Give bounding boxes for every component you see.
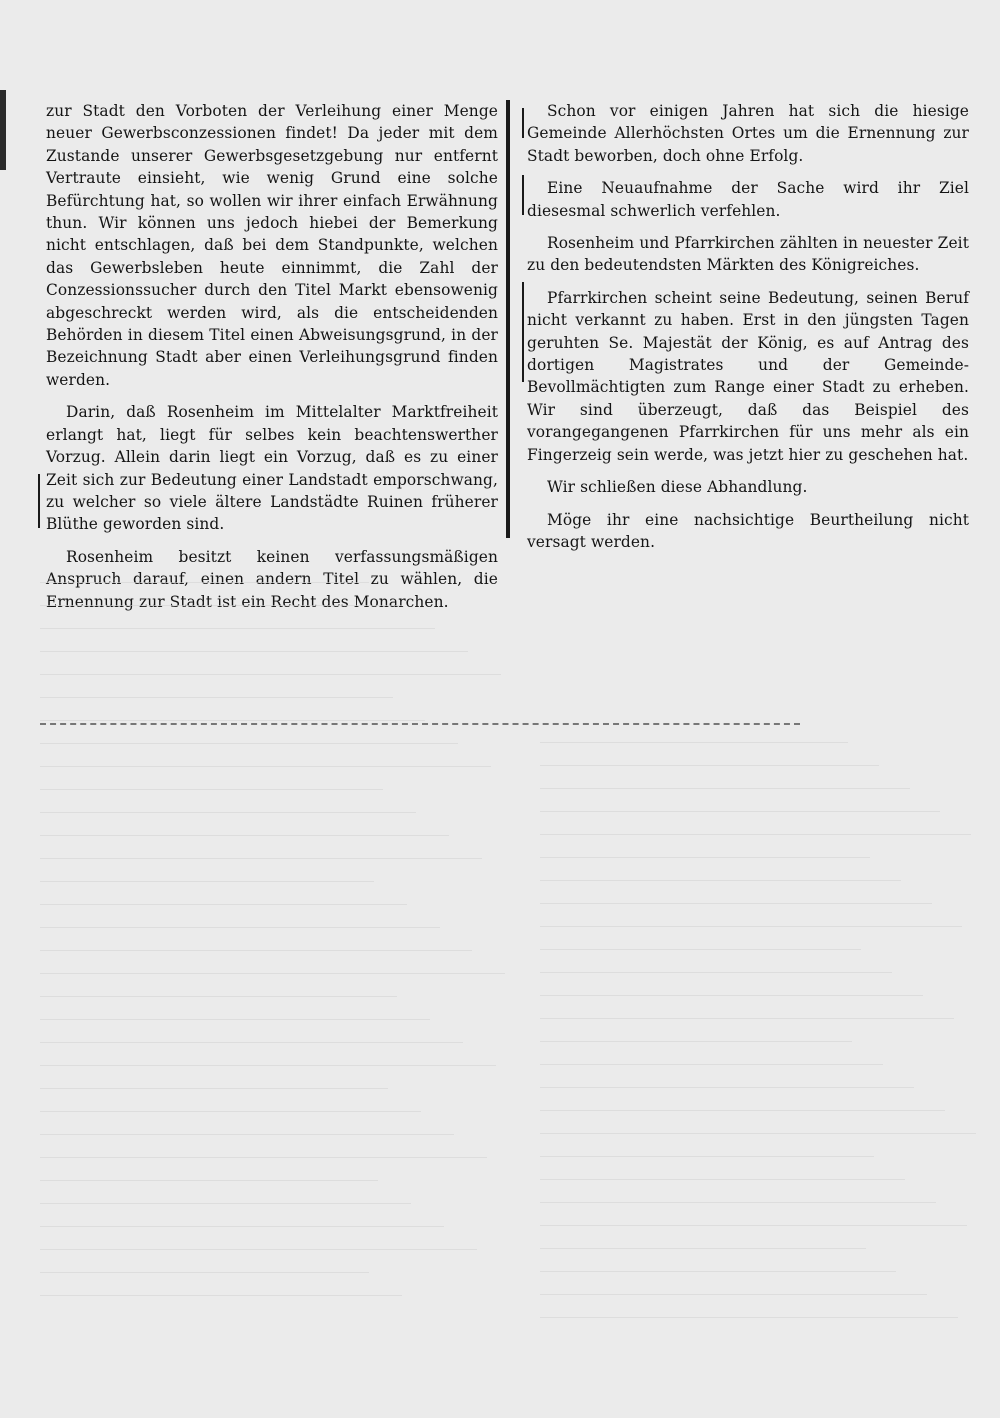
bleed-through-line (40, 1250, 369, 1273)
bleed-through-line (40, 859, 374, 882)
bleed-through-line (540, 881, 932, 904)
bleed-through-line (40, 1043, 496, 1066)
bleed-through-line (540, 973, 923, 996)
bleed-through-line (40, 905, 440, 928)
bleed-through-line (40, 813, 449, 836)
bleed-through-line (40, 928, 472, 951)
bleed-through-line (40, 583, 402, 606)
bleed-through-line (40, 560, 369, 583)
bleed-through-line (540, 1180, 936, 1203)
bleed-through-line (540, 743, 879, 766)
bleed-through-line (540, 1157, 905, 1180)
paragraph: Wir schließen diese Abhandlung. (547, 478, 808, 497)
bleed-through-line (40, 1158, 378, 1181)
bleed-through-line (40, 790, 416, 813)
bleed-through-line (540, 950, 892, 973)
bleed-through-line (40, 1273, 402, 1296)
bleed-through-line (40, 606, 435, 629)
margin-mark (522, 282, 524, 382)
bleed-through-line (540, 927, 861, 950)
paragraph: Pfarrkirchen scheint seine Bedeutung, seinen Beruf nicht verkannt zu haben. Erst in den jüngsten Tagen geruhten Se. Majestät der König, es auf Antrag des dortigen Magistrates und der Gemeinde-Bevollmächtigten zum Range einer Stadt zu erheben. Wir sind überzeugt, daß das Beispiel des vorangegangenen Pfarrkirchen für uns mehr als ein Fingerzeig sein werde, was jetzt hier zu geschehen hat. (527, 288, 969, 464)
margin-mark (522, 108, 524, 138)
bleed-through-line (540, 1065, 914, 1088)
paragraph: Möge ihr eine nachsichtige Beurtheilung nicht versagt werden. (527, 510, 969, 551)
bleed-through-line (40, 836, 482, 859)
scan-edge-mark (0, 90, 6, 170)
bleed-through-line (40, 698, 425, 721)
bleed-through-text-area (540, 720, 980, 1320)
bleed-through-line (40, 882, 407, 905)
bleed-through-line (40, 721, 458, 744)
bleed-through-line (540, 835, 870, 858)
paragraph: Rosenheim und Pfarrkirchen zählten in neuester Zeit zu den bedeutendsten Märkten des Königreiches. (527, 234, 969, 275)
paragraph: Darin, daß Rosenheim im Mittelalter Marktfreiheit erlangt hat, liegt für selbes kein beachtenswerther Vorzug. Allein darin liegt ein Vorzug, daß es zu einer Zeit sich zur Bedeutung einer Landstadt emporschwang, zu welcher so viele ältere Landstädte Ruinen früherer Blüthe geworden sind. (46, 403, 498, 534)
bleed-through-line (540, 996, 954, 1019)
paragraph: Schon vor einigen Jahren hat sich die hiesige Gemeinde Allerhöchsten Ortes um die Ernennung zur Stadt beworben, doch ohne Erfolg. (527, 102, 969, 165)
column-divider-rule (506, 100, 510, 538)
bleed-through-line (540, 1088, 945, 1111)
paragraph: Eine Neuaufnahme der Sache wird ihr Ziel diesesmal schwerlich verfehlen. (527, 179, 969, 220)
bleed-through-line (540, 1134, 874, 1157)
bleed-through-line (40, 1089, 421, 1112)
left-text-column (46, 100, 498, 613)
bleed-through-line (540, 904, 962, 927)
bleed-through-line (540, 1042, 883, 1065)
bleed-through-line (40, 1181, 411, 1204)
bleed-through-line (40, 1227, 477, 1250)
bleed-through-line (40, 1204, 444, 1227)
bleed-through-line (40, 974, 397, 997)
bleed-through-line (540, 812, 971, 835)
margin-mark (38, 474, 40, 528)
paragraph: Rosenheim besitzt keinen verfassungsmäßigen Anspruch darauf, einen andern Titel zu wählen, die Ernennung zur Stadt ist ein Recht des Monarchen. (46, 547, 498, 611)
bleed-through-line (540, 789, 940, 812)
bleed-through-line (540, 1318, 857, 1320)
bleed-through-line (540, 1272, 927, 1295)
margin-mark (522, 175, 524, 215)
bleed-through-line (40, 629, 468, 652)
bleed-through-line (40, 1020, 463, 1043)
bleed-through-line (40, 1112, 454, 1135)
bleed-through-line (540, 1019, 852, 1042)
bleed-through-line (40, 652, 501, 675)
bleed-through-line (40, 767, 383, 790)
bleed-through-line (540, 766, 910, 789)
bleed-through-line (540, 858, 901, 881)
paragraph: zur Stadt den Vorboten der Verleihung einer Menge neuer Gewerbsconzessionen findet! Da jeder mit dem Zustande unserer Gewerbsgesetzgebung nur entfernt Vertraute einsieht, wie wenig Grund eine solche Befürchtung hat, so wollen wir ihrer einfach Erwähnung thun. Wir können uns jedoch hiebei der Bemerkung nicht entschlagen, daß bei dem Standpunkte, welchen das Gewerbsleben heute einnimmt, die Zahl der Conzessionssucher durch den Titel Markt ebensowenig abgeschreckt werden wird, als die entscheidenden Behörden in diesem Titel einen Abweisungsgrund, in der Bezeichnung Stadt aber einen Verleihungsgrund finden werden. (46, 102, 498, 389)
bleed-through-line (540, 1111, 976, 1134)
bleed-through-text-area (40, 560, 510, 1300)
bleed-through-line (40, 744, 491, 767)
bleed-through-line (540, 720, 848, 743)
bleed-through-line (40, 1066, 388, 1089)
bleed-through-line (540, 1226, 866, 1249)
bleed-through-line (40, 1135, 487, 1158)
bleed-through-line (540, 1249, 896, 1272)
bleed-through-line (540, 1295, 958, 1318)
bleed-through-line (40, 675, 393, 698)
bleed-through-line (40, 1296, 435, 1300)
bleed-through-line (40, 997, 430, 1020)
bleed-through-line (540, 1203, 967, 1226)
right-text-column (527, 100, 969, 553)
bleed-through-line (40, 951, 505, 974)
